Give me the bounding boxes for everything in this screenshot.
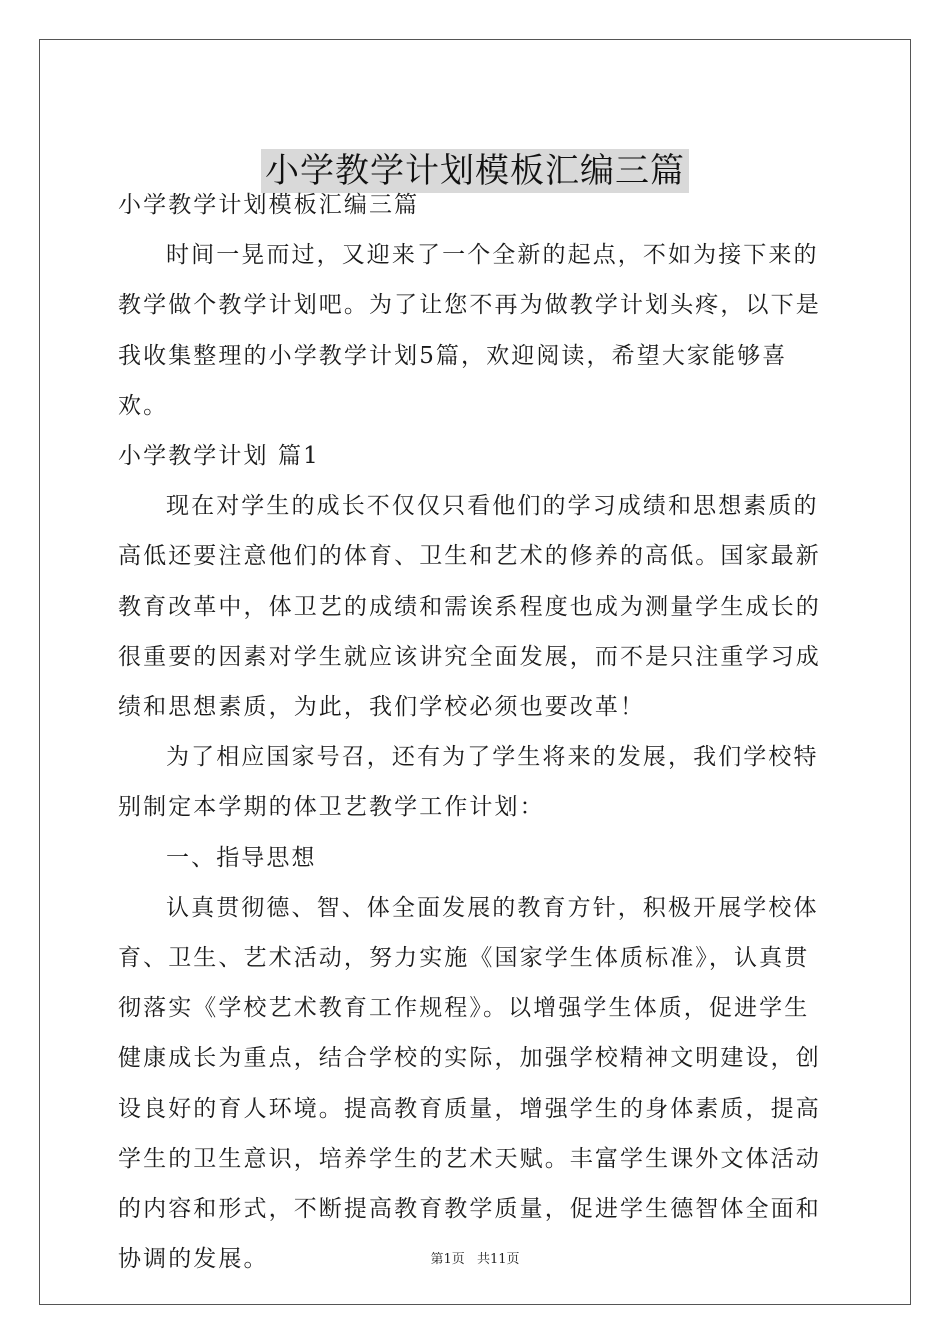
subsection-heading: 一、指导思想 xyxy=(166,844,317,871)
body-paragraph: 现在对学生的成长不仅仅只看他们的学习成绩和思想素质的高低还要注意他们的体育、卫生和艺术的修养的高低。国家最新教育改革中，体卫艺的成绩和需诶系程度也成为测量学生成长的很重要的因素对学生就应该讲究全面发展，而不是只注重学习成绩和思想素质，为此，我们学校必须也要改革！ xyxy=(118,493,821,721)
section-heading: 小学教学计划 篇1 xyxy=(118,443,320,470)
subtitle-paragraph: 小学教学计划模板汇编三篇 xyxy=(118,192,420,218)
document-body xyxy=(118,180,833,1284)
intro-paragraph: 时间一晃而过，又迎来了一个全新的起点，不如为接下来的教学做个教学计划吧。为了让您不再为做教学计划头疼，以下是我收集整理的小学教学计划5篇，欢迎阅读，希望大家能够喜欢。 xyxy=(118,242,821,419)
document-title: 小学教学计划模板汇编三篇 xyxy=(261,149,689,193)
body-paragraph: 为了相应国家号召，还有为了学生将来的发展，我们学校特别制定本学期的体卫艺教学工作计划： xyxy=(118,744,819,821)
page-footer xyxy=(0,1248,950,1267)
body-paragraph: 认真贯彻德、智、体全面发展的教育方针，积极开展学校体育、卫生、艺术活动，努力实施《国家学生体质标准》，认真贯彻落实《学校艺术教育工作规程》。以增强学生体质，促进学生健康成长为重点，结合学校的实际，加强学校精神文明建设，创设良好的育人环境。提高教育质量，增强学生的身体素质，提高学生的卫生意识，培养学生的艺术天赋。丰富学生课外文体活动的内容和形式，不断提高教育教学质量，促进学生德智体全面和协调的发展。 xyxy=(118,894,821,1273)
page-total: 共11页 xyxy=(476,1252,520,1267)
page-number: 第1页 xyxy=(430,1252,465,1267)
